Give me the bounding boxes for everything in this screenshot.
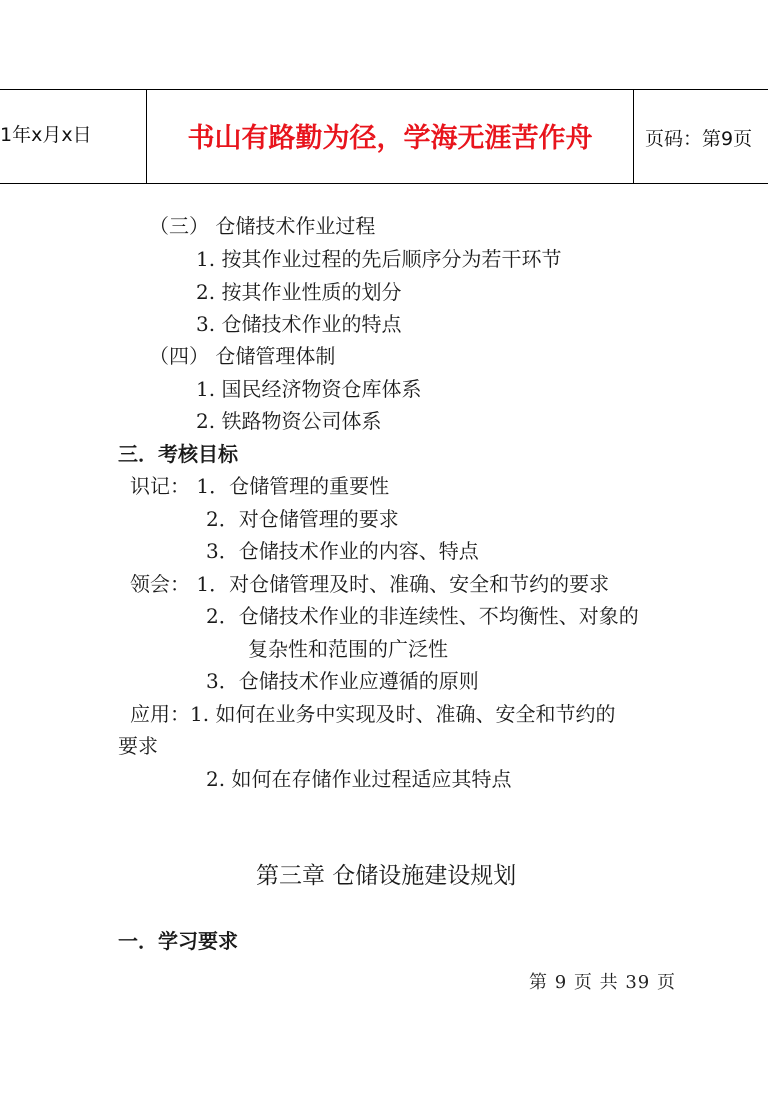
goal-item-continued: 复杂性和范围的广泛性 bbox=[248, 637, 448, 661]
list-item: 1. 国民经济物资仓库体系 bbox=[196, 377, 422, 401]
list-item: 2. 铁路物资公司体系 bbox=[196, 409, 382, 433]
list-item: 1. 按其作业过程的先后顺序分为若干环节 bbox=[196, 247, 562, 271]
goal-item: 3．仓储技术作业的内容、特点 bbox=[206, 539, 479, 563]
header-motto: 书山有路勤为径，学海无涯苦作舟 bbox=[187, 123, 593, 154]
goal-item: 2. 如何在存储作业过程适应其特点 bbox=[206, 767, 512, 791]
section-heading: 三．考核目标 bbox=[118, 442, 238, 466]
list-item: 2. 按其作业性质的划分 bbox=[196, 280, 402, 304]
header-page-number: 页码：第9页 bbox=[645, 128, 753, 150]
goal-item: 2．对仓储管理的要求 bbox=[206, 507, 399, 531]
section-heading: 一．学习要求 bbox=[118, 929, 238, 953]
section-heading: （三） 仓储技术作业过程 bbox=[149, 214, 376, 238]
chapter-title: 第三章 仓储设施建设规划 bbox=[256, 863, 517, 889]
goal-item: 3．仓储技术作业应遵循的原则 bbox=[206, 669, 479, 693]
goal-item: 领会： 1．对仓储管理及时、准确、安全和节约的要求 bbox=[130, 572, 610, 596]
goal-item: 识记： 1．仓储管理的重要性 bbox=[130, 474, 390, 498]
header-divider bbox=[633, 90, 634, 183]
page-footer: 第 9 页 共 39 页 bbox=[529, 972, 676, 993]
list-item: 3. 仓储技术作业的特点 bbox=[196, 312, 402, 336]
goal-item-continued: 要求 bbox=[118, 734, 158, 758]
goal-item: 应用：1. 如何在业务中实现及时、准确、安全和节约的 bbox=[130, 702, 616, 726]
header-bar bbox=[0, 89, 768, 184]
section-heading: （四） 仓储管理体制 bbox=[149, 344, 336, 368]
header-date: 1年x月x日 bbox=[0, 124, 92, 146]
goal-item: 2．仓储技术作业的非连续性、不均衡性、对象的 bbox=[206, 604, 639, 628]
